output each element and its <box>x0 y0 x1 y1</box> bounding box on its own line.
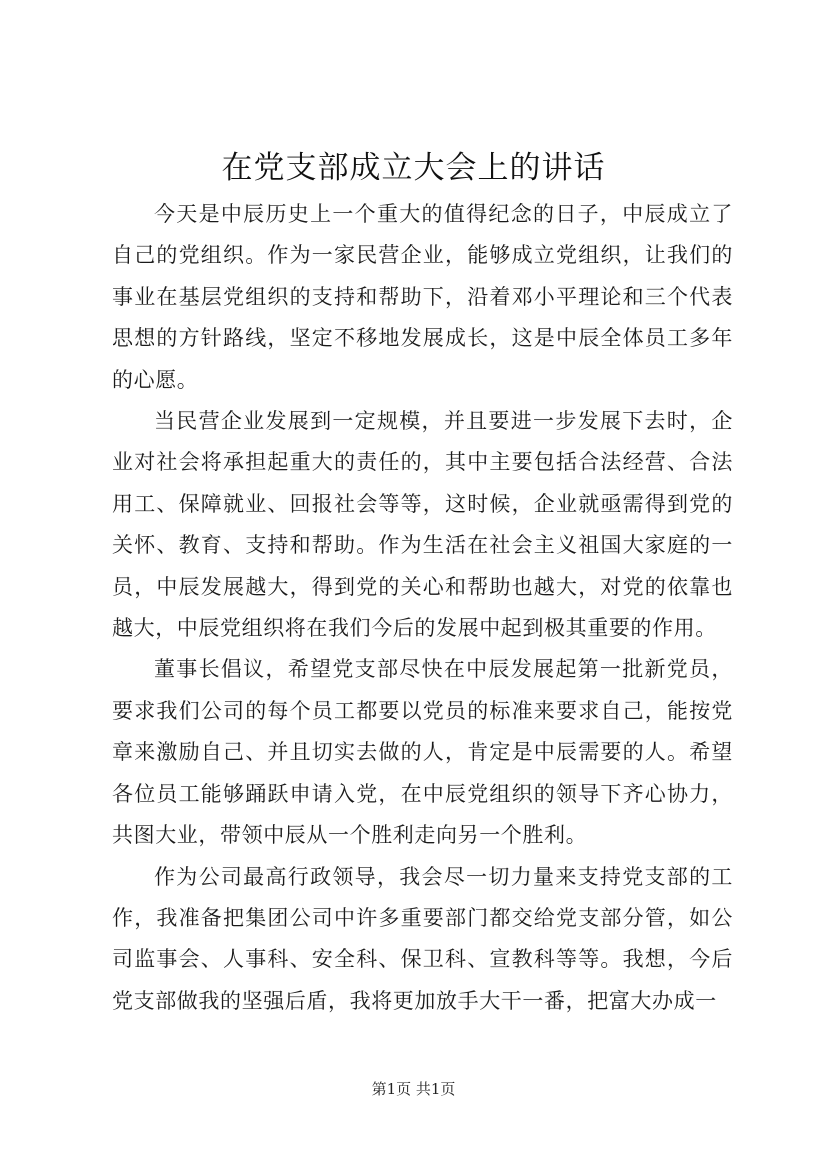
paragraph-4: 作为公司最高行政领导，我会尽一切力量来支持党支部的工作，我准备把集团公司中许多重要部门都交给党支部分管，如公司监事会、人事科、安全科、保卫科、宣教科等等。我想，今后党支部做我的坚强后盾，我将更加放手大干一番，把富大办成一 <box>112 864 733 1013</box>
paragraph-3: 董事长倡议，希望党支部尽快在中辰发展起第一批新党员，要求我们公司的每个员工都要以党员的标准来要求自己，能按党章来激励自己、并且切实去做的人，肯定是中辰需要的人。希望各位员工能够踊跃申请入党，在中辰党组织的领导下齐心协力，共图大业，带领中辰从一个胜利走向另一个胜利。 <box>112 657 733 848</box>
paragraph-2: 当民营企业发展到一定规模，并且要进一步发展下去时，企业对社会将承担起重大的责任的，其中主要包括合法经营、合法用工、保障就业、回报社会等等，这时候，企业就亟需得到党的关怀、教育、支持和帮助。作为生活在社会主义祖国大家庭的一员，中辰发展越大，得到党的关心和帮助也越大，对党的依靠也越大，中辰党组织将在我们今后的发展中起到极其重要的作用。 <box>112 409 733 641</box>
document-title: 在党支部成立大会上的讲话 <box>221 150 606 186</box>
page-footer: 第1页 共1页 <box>371 1080 456 1098</box>
document-body <box>112 194 733 1022</box>
paragraph-1: 今天是中辰历史上一个重大的值得纪念的日子，中辰成立了自己的党组织。作为一家民营企业，能够成立党组织，让我们的事业在基层党组织的支持和帮助下，沿着邓小平理论和三个代表思想的方针路线，坚定不移地发展成长，这是中辰全体员工多年的心愿。 <box>112 202 733 392</box>
